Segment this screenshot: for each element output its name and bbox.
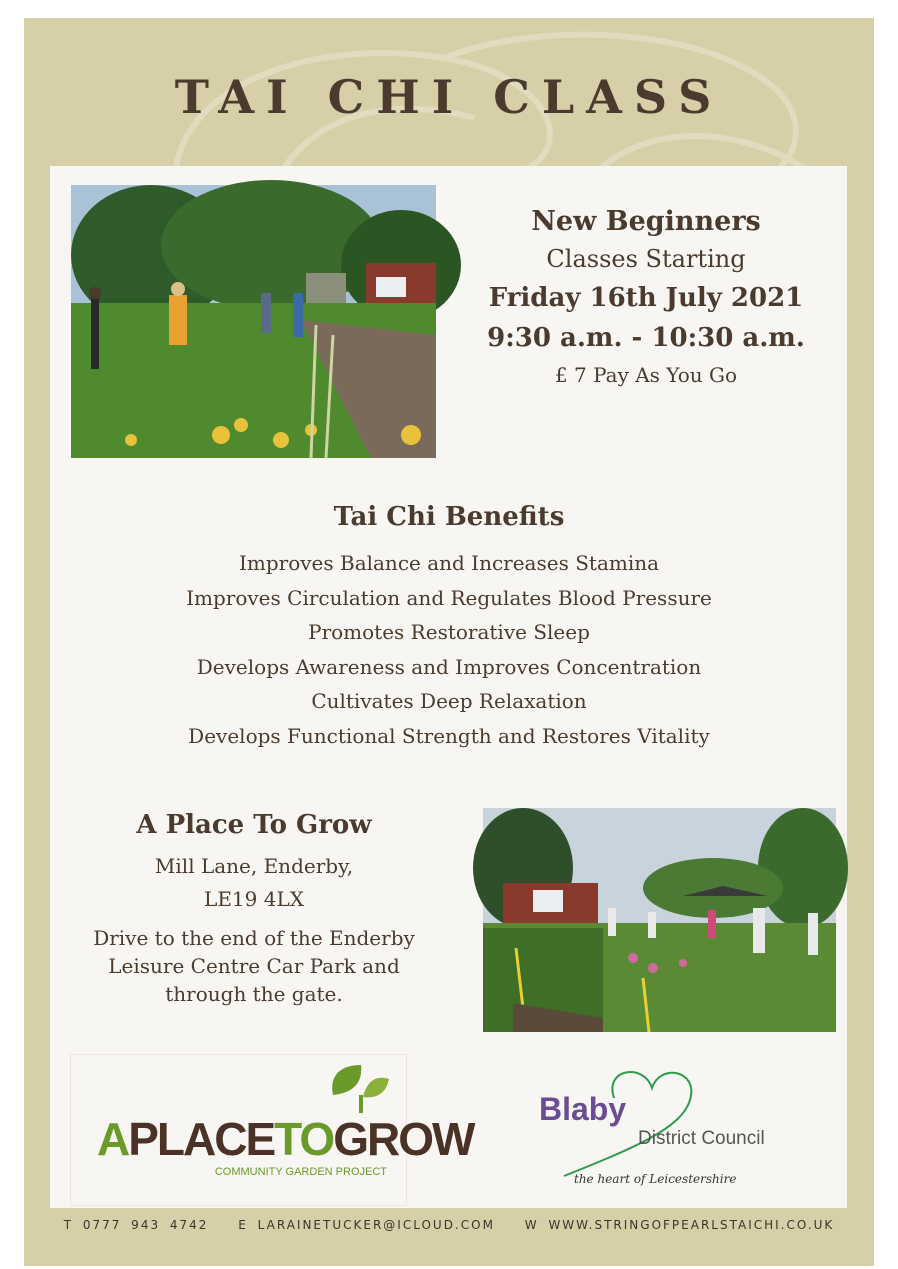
venue-directions: Drive to the end of the Enderby Leisure Centre Car Park and through the gate. [93, 926, 415, 1006]
benefits-section [24, 502, 874, 753]
benefit-item: Improves Balance and Increases Stamina [238, 551, 660, 575]
apg-word-a: A [97, 1113, 129, 1165]
benefit-item: Promotes Restorative Sleep [308, 620, 590, 644]
garden-group-photo [483, 808, 836, 1032]
benefit-item: Cultivates Deep Relaxation [311, 689, 587, 713]
benefit-item: Develops Awareness and Improves Concentration [196, 654, 702, 679]
blaby-name: Blaby [539, 1091, 627, 1127]
contact-footer [24, 1218, 874, 1232]
leaf-icon [332, 1065, 389, 1113]
intro-date: Friday 16th July 2021 [488, 283, 804, 313]
class-intro [456, 206, 836, 387]
footer-email[interactable]: E LARAINETUCKER@ICLOUD.COM [238, 1218, 495, 1232]
page-title: TAI CHI CLASS [174, 70, 724, 124]
benefits-heading: Tai Chi Benefits [333, 502, 565, 532]
intro-time: 9:30 a.m. - 10:30 a.m. [487, 323, 805, 353]
apg-tagline: COMMUNITY GARDEN PROJECT [214, 1166, 387, 1178]
blaby-council-logo [524, 1058, 794, 1188]
venue-address: Mill Lane, Enderby, [154, 854, 354, 878]
intro-subheading: Classes Starting [546, 245, 746, 273]
apg-word-place: PLACE [128, 1113, 275, 1165]
venue-name: A Place To Grow [136, 810, 372, 840]
benefits-list [24, 546, 874, 753]
blaby-tagline: the heart of Leicestershire [574, 1172, 737, 1186]
footer-web[interactable]: W WWW.STRINGOFPEARLSTAICHI.CO.UK [524, 1218, 835, 1232]
venue-postcode: LE19 4LX [204, 887, 304, 911]
benefit-item: Develops Functional Strength and Restores Vitality [188, 723, 710, 748]
a-place-to-grow-logo [70, 1054, 474, 1206]
poster [24, 18, 874, 1266]
footer-phone: T 0777 943 4742 [63, 1218, 209, 1232]
apg-word-to: TO [274, 1113, 334, 1165]
apg-word-grow: GROW [333, 1113, 474, 1165]
intro-price: £ 7 Pay As You Go [554, 363, 738, 387]
benefit-item: Improves Circulation and Regulates Blood Pressure [186, 585, 712, 610]
intro-heading: New Beginners [531, 206, 761, 237]
venue-section [74, 810, 434, 1008]
blaby-council: District Council [638, 1128, 765, 1149]
svg-text:APLACETOGROW [97, 1113, 476, 1165]
garden-class-photo [71, 185, 436, 458]
